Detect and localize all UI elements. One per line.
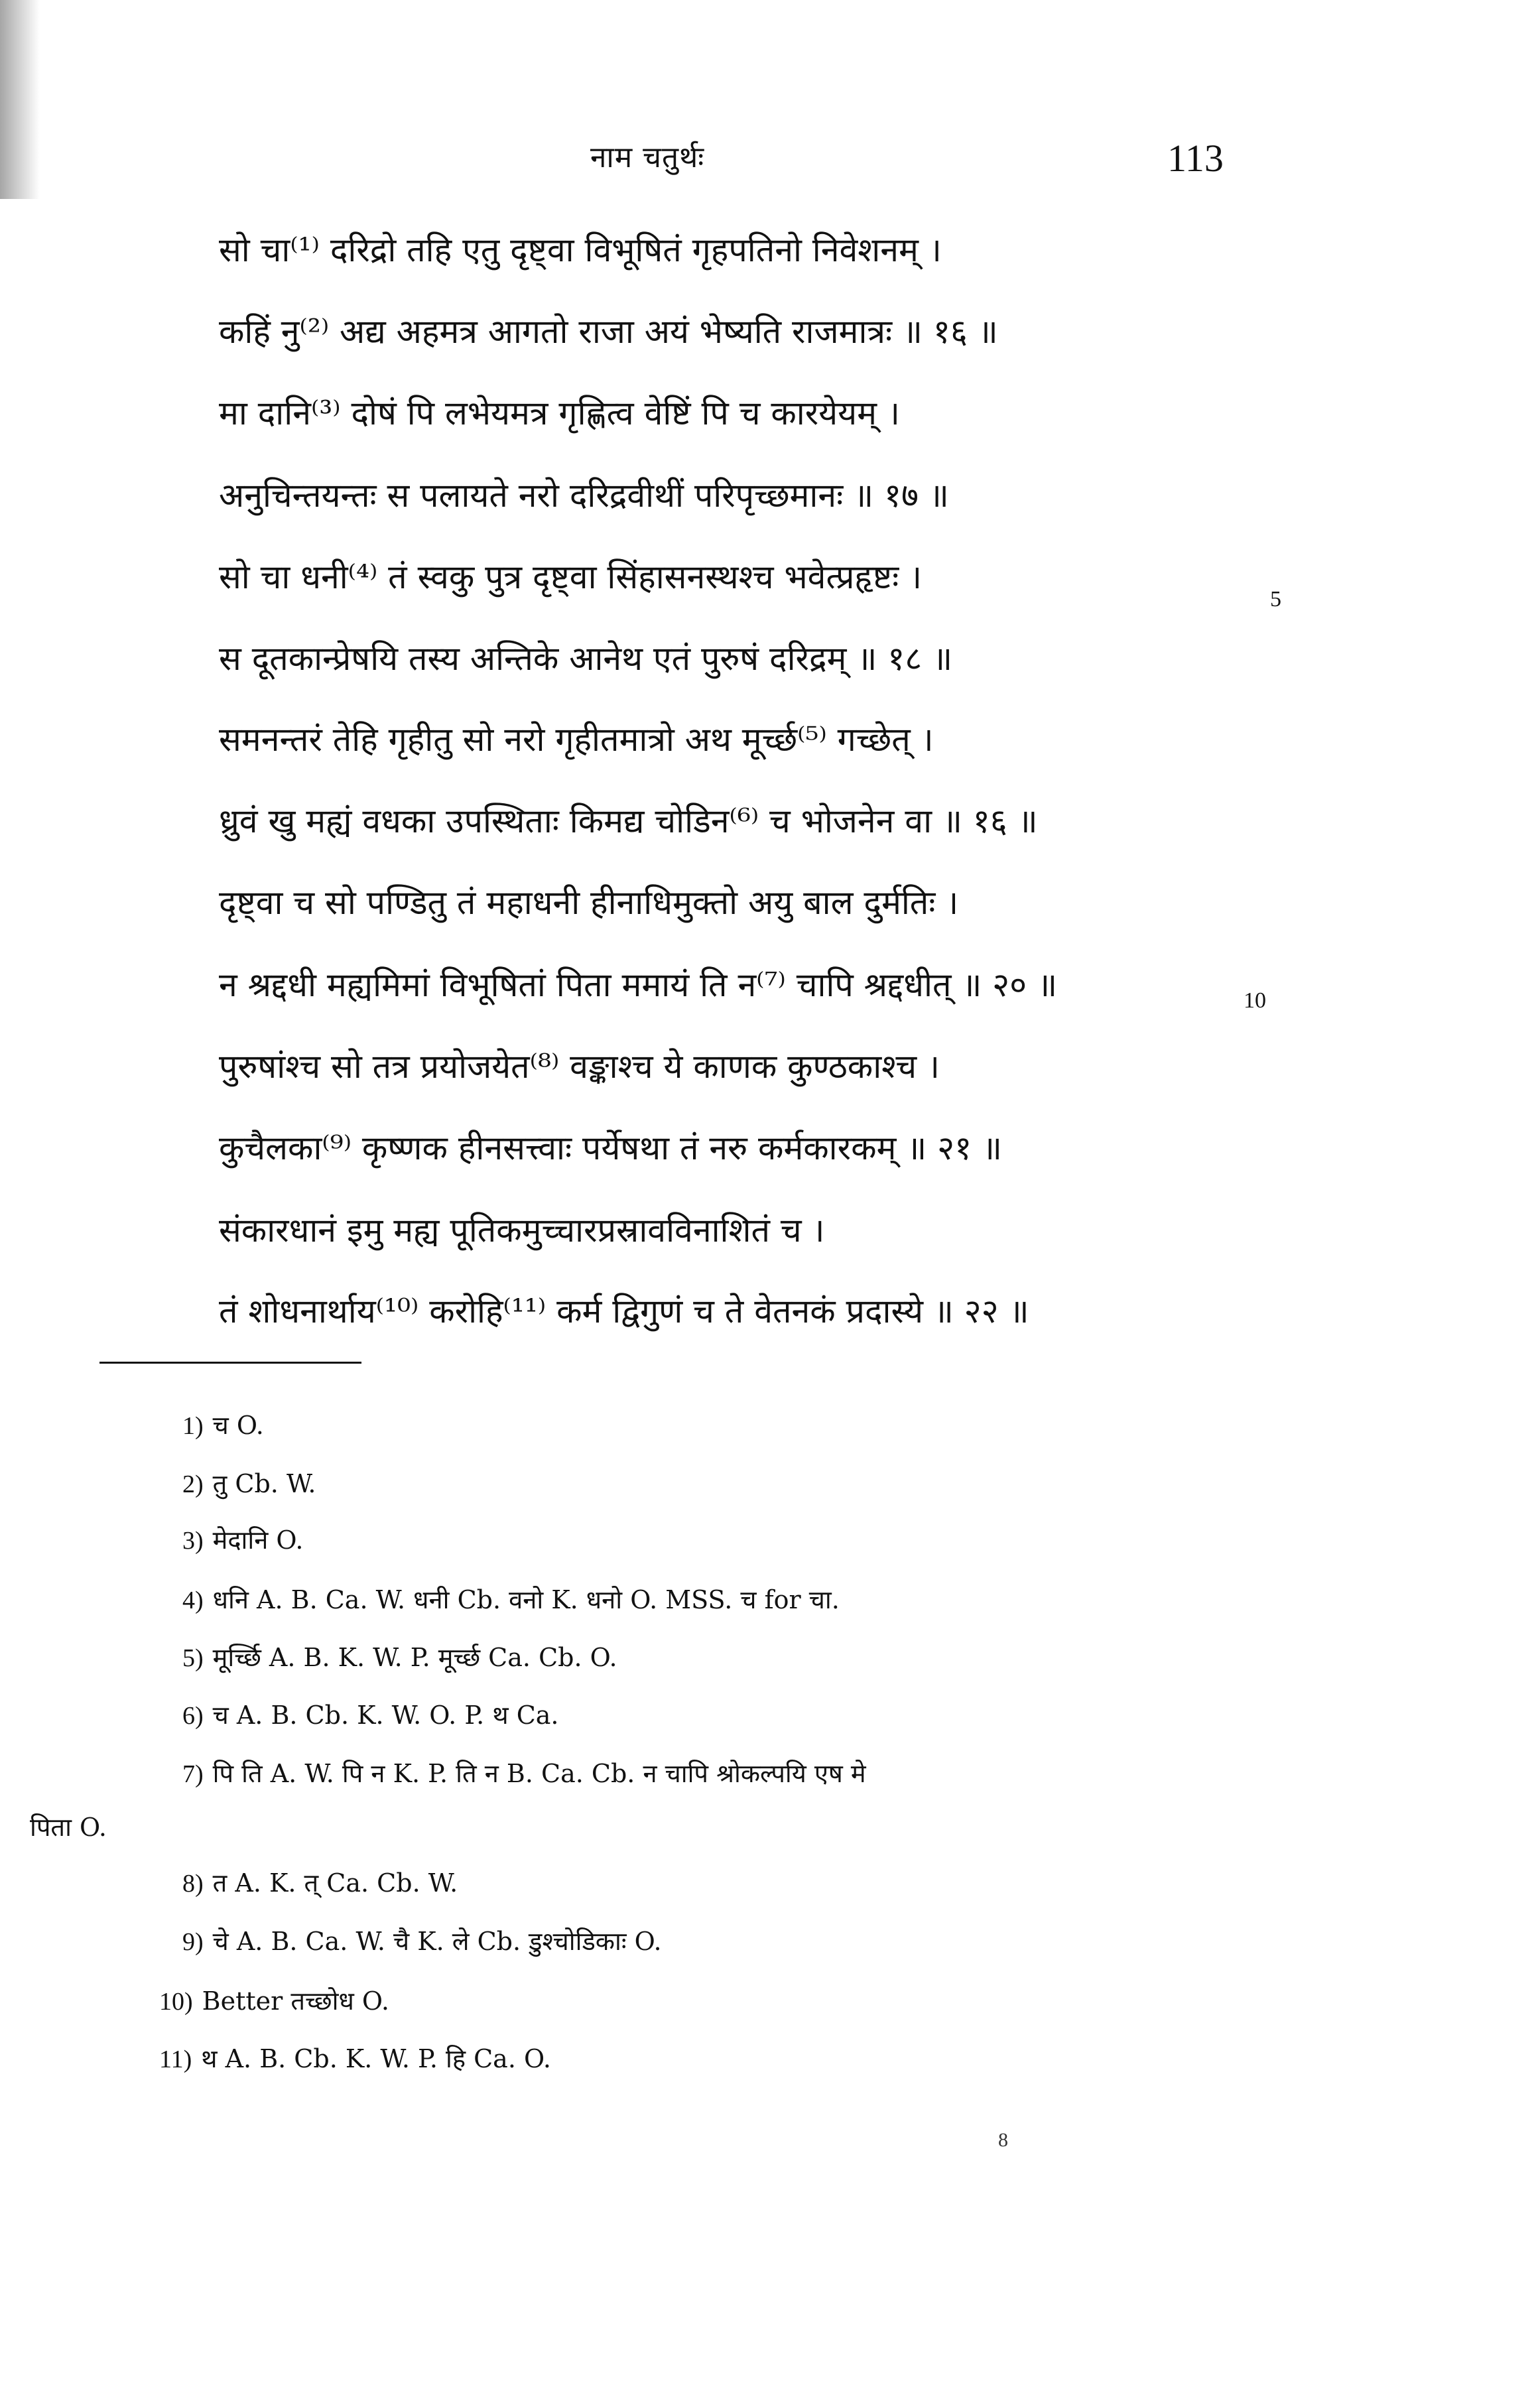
footnote-text: मूर्च्छि A. B. K. W. P. मूर्च्छ Ca. Cb. O. <box>212 1643 617 1672</box>
footnote-text: तु Cb. W. <box>212 1469 316 1498</box>
line-number: 10 <box>1244 988 1266 1013</box>
footnote-text: च O. <box>212 1411 264 1440</box>
footnote-text: Better तच्छोध O. <box>202 1986 389 2016</box>
footnote-rule <box>99 1362 361 1364</box>
footnote-text: मेदानि O. <box>212 1525 304 1555</box>
footnote <box>159 1988 389 2014</box>
footnote-mark: 6) <box>182 1702 204 1730</box>
footnote-mark: 7) <box>182 1760 204 1788</box>
footnote <box>182 1527 303 1553</box>
footnote-mark: 1) <box>182 1412 204 1440</box>
line-number: 5 <box>1270 587 1281 612</box>
footnote-mark: 10) <box>159 1988 193 2016</box>
footnote <box>182 1413 264 1439</box>
footnote-text: थ A. B. Cb. K. W. P. हि Ca. O. <box>201 2044 551 2073</box>
verse-line: सो चा धनी⁽⁴⁾ तं स्वकु पुत्र दृष्ट्वा सिंहासनस्थश्च भवेत्प्रहृष्टः । <box>219 558 923 596</box>
scan-shadow <box>0 0 40 199</box>
footnote <box>182 1761 866 1787</box>
verse-line: मा दानि⁽³⁾ दोषं पि लभेयमत्र गृह्णित्व वेष्टिं पि च कारयेयम् । <box>219 394 900 432</box>
footnote-text: धनि A. B. Ca. W. धनी Cb. वनो K. धनो O. MSS. च for चा. <box>212 1585 840 1614</box>
verse-line: कुचैलका⁽⁹⁾ कृष्णक हीनसत्त्वाः पर्येषथा तं नरु कर्मकारकम् ॥ २१ ॥ <box>219 1129 1002 1167</box>
footnote <box>182 1587 840 1613</box>
footnote <box>182 1645 617 1671</box>
verse-line: संकारधानं इमु मह्य पूतिकमुच्चारप्रस्रावविनाशितं च । <box>219 1211 825 1250</box>
footnote-mark: 2) <box>182 1470 204 1498</box>
footnote-mark: 3) <box>182 1527 204 1555</box>
footnote-mark: 8) <box>182 1870 204 1898</box>
verse-line: कहिं नु⁽²⁾ अद्य अहमत्र आगतो राजा अयं भेष्यति राजमात्रः ॥ १६ ॥ <box>219 312 998 351</box>
verse-line: ध्रुवं खु मह्यं वधका उपस्थिताः किमद्य चोडिन⁽⁶⁾ च भोजनेन वा ॥ १६ ॥ <box>219 802 1038 840</box>
verse-line: न श्रद्दधी मह्यमिमां विभूषितां पिता ममायं ति न⁽⁷⁾ चापि श्रद्दधीत् ॥ २० ॥ <box>219 966 1058 1004</box>
running-head: नाम चतुर्थः <box>590 141 705 174</box>
footnote-continuation: पिता O. <box>30 1813 107 1842</box>
footnote <box>182 1471 316 1497</box>
verse-line: पुरुषांश्च सो तत्र प्रयोजयेत⁽⁸⁾ वङ्काश्च ये काणक कुण्ठकाश्च । <box>219 1047 940 1086</box>
footnote-mark: 5) <box>182 1644 204 1672</box>
footnote <box>182 1703 559 1728</box>
page-number: 113 <box>1167 137 1224 180</box>
footnote <box>182 1929 662 1955</box>
sheet-signature: 8 <box>998 2129 1008 2151</box>
footnote-text: त A. K. त् Ca. Cb. W. <box>212 1868 458 1898</box>
verse-line: समनन्तरं तेहि गृहीतु सो नरो गृहीतमात्रो अथ मूर्च्छ⁽⁵⁾ गच्छेत् । <box>219 720 934 759</box>
footnote-text: च A. B. Cb. K. W. O. P. थ Ca. <box>212 1701 559 1730</box>
verse-line: स दूतकान्प्रेषयि तस्य अन्तिके आनेथ एतं पुरुषं दरिद्रम् ॥ १८ ॥ <box>219 639 953 678</box>
verse-line: तं शोधनार्थाय⁽¹⁰⁾ करोहि⁽¹¹⁾ कर्म द्विगुणं च ते वेतनकं प्रदास्ये ॥ २२ ॥ <box>219 1292 1029 1330</box>
footnote-mark: 4) <box>182 1587 204 1614</box>
verse-line: सो चा⁽¹⁾ दरिद्रो तहि एतु दृष्ट्वा विभूषितं गृहपतिनो निवेशनम् । <box>219 231 942 269</box>
verse-line: अनुचिन्तयन्तः स पलायते नरो दरिद्रवीथीं परिपृच्छमानः ॥ १७ ॥ <box>219 476 949 515</box>
footnote-mark: 11) <box>159 2045 192 2073</box>
footnote-text: पि ति A. W. पि न K. P. ति न B. Ca. Cb. न चापि श्रोकल्पयि एष मे <box>212 1759 866 1788</box>
footnote-text: चे A. B. Ca. W. चै K. ले Cb. डुश्चोडिकाः O. <box>212 1927 662 1956</box>
footnote <box>182 1870 458 1896</box>
verse-line: दृष्ट्वा च सो पण्डितु तं महाधनी हीनाधिमुक्तो अयु बाल दुर्मतिः । <box>219 883 959 922</box>
footnote-mark: 9) <box>182 1928 204 1956</box>
footnote <box>159 2046 551 2072</box>
